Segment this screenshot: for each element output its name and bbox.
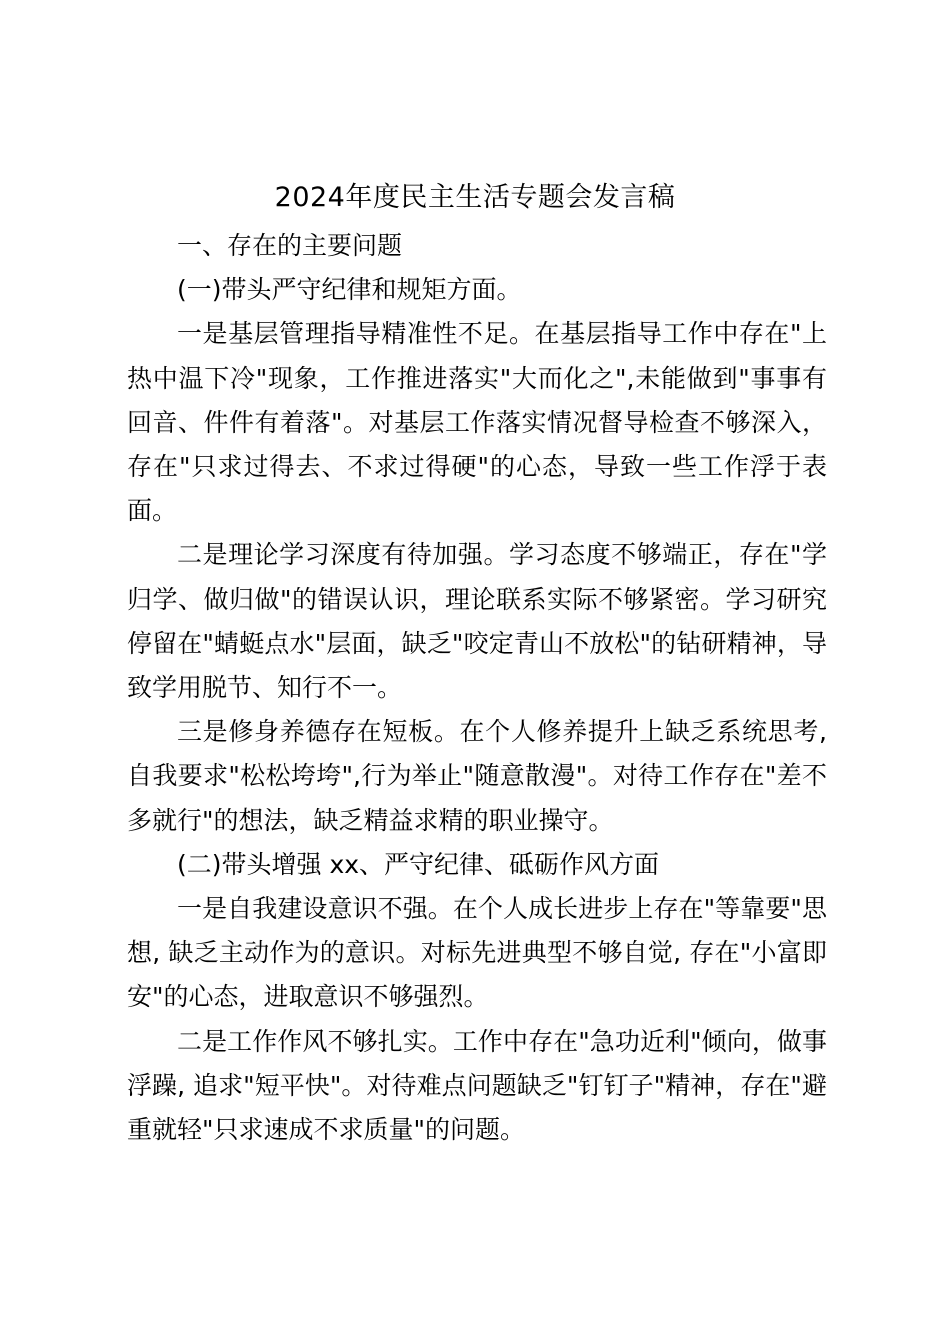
paragraph: 三是修身养德存在短板。在个人修养提升上缺乏系统思考, 自我要求"松松垮垮",行为举止"随意散漫"。对待工作存在"差不多就行"的想法，缺乏精益求精的职业操守。 — [127, 717, 827, 835]
paragraph: 二是工作作风不够扎实。工作中存在"急功近利"倾向，做事浮躁, 追求"短平快"。对待难点问题缺乏"钉钉子"精神，存在"避重就轻"只求速成不求质量"的问题。 — [127, 1026, 827, 1145]
subsection-heading: (一)带头严守纪律和规矩方面。 — [177, 275, 522, 305]
paragraph: 一是基层管理指导精准性不足。在基层指导工作中存在"上热中温下冷"现象，工作推进落实"大而化之",未能做到"事事有回音、件件有着落"。对基层工作落实情况督导检查不够深入，存在"只求过得去、不求过得硬"的心态，导致一些工作浮于表面。 — [127, 319, 827, 526]
document-body — [127, 224, 827, 1152]
section-heading: 一、存在的主要问题 — [177, 231, 403, 260]
paragraph: 一是自我建设意识不强。在个人成长进步上存在"等靠要"思想, 缺乏主动作为的意识。对标先进典型不够自觉, 存在"小富即安"的心态，进取意识不够强烈。 — [127, 894, 827, 1012]
paragraph: 二是理论学习深度有待加强。学习态度不够端正，存在"学归学、做归做"的错误认识，理论联系实际不够紧密。学习研究停留在"蜻蜓点水"层面，缺乏"咬定青山不放松"的钻研精神，导致学用脱节、知行不一。 — [127, 540, 827, 703]
document-title: 2024年度民主生活专题会发言稿 — [274, 182, 676, 213]
subsection-heading: (二)带头增强 xx、严守纪律、砥砺作风方面 — [177, 849, 660, 879]
